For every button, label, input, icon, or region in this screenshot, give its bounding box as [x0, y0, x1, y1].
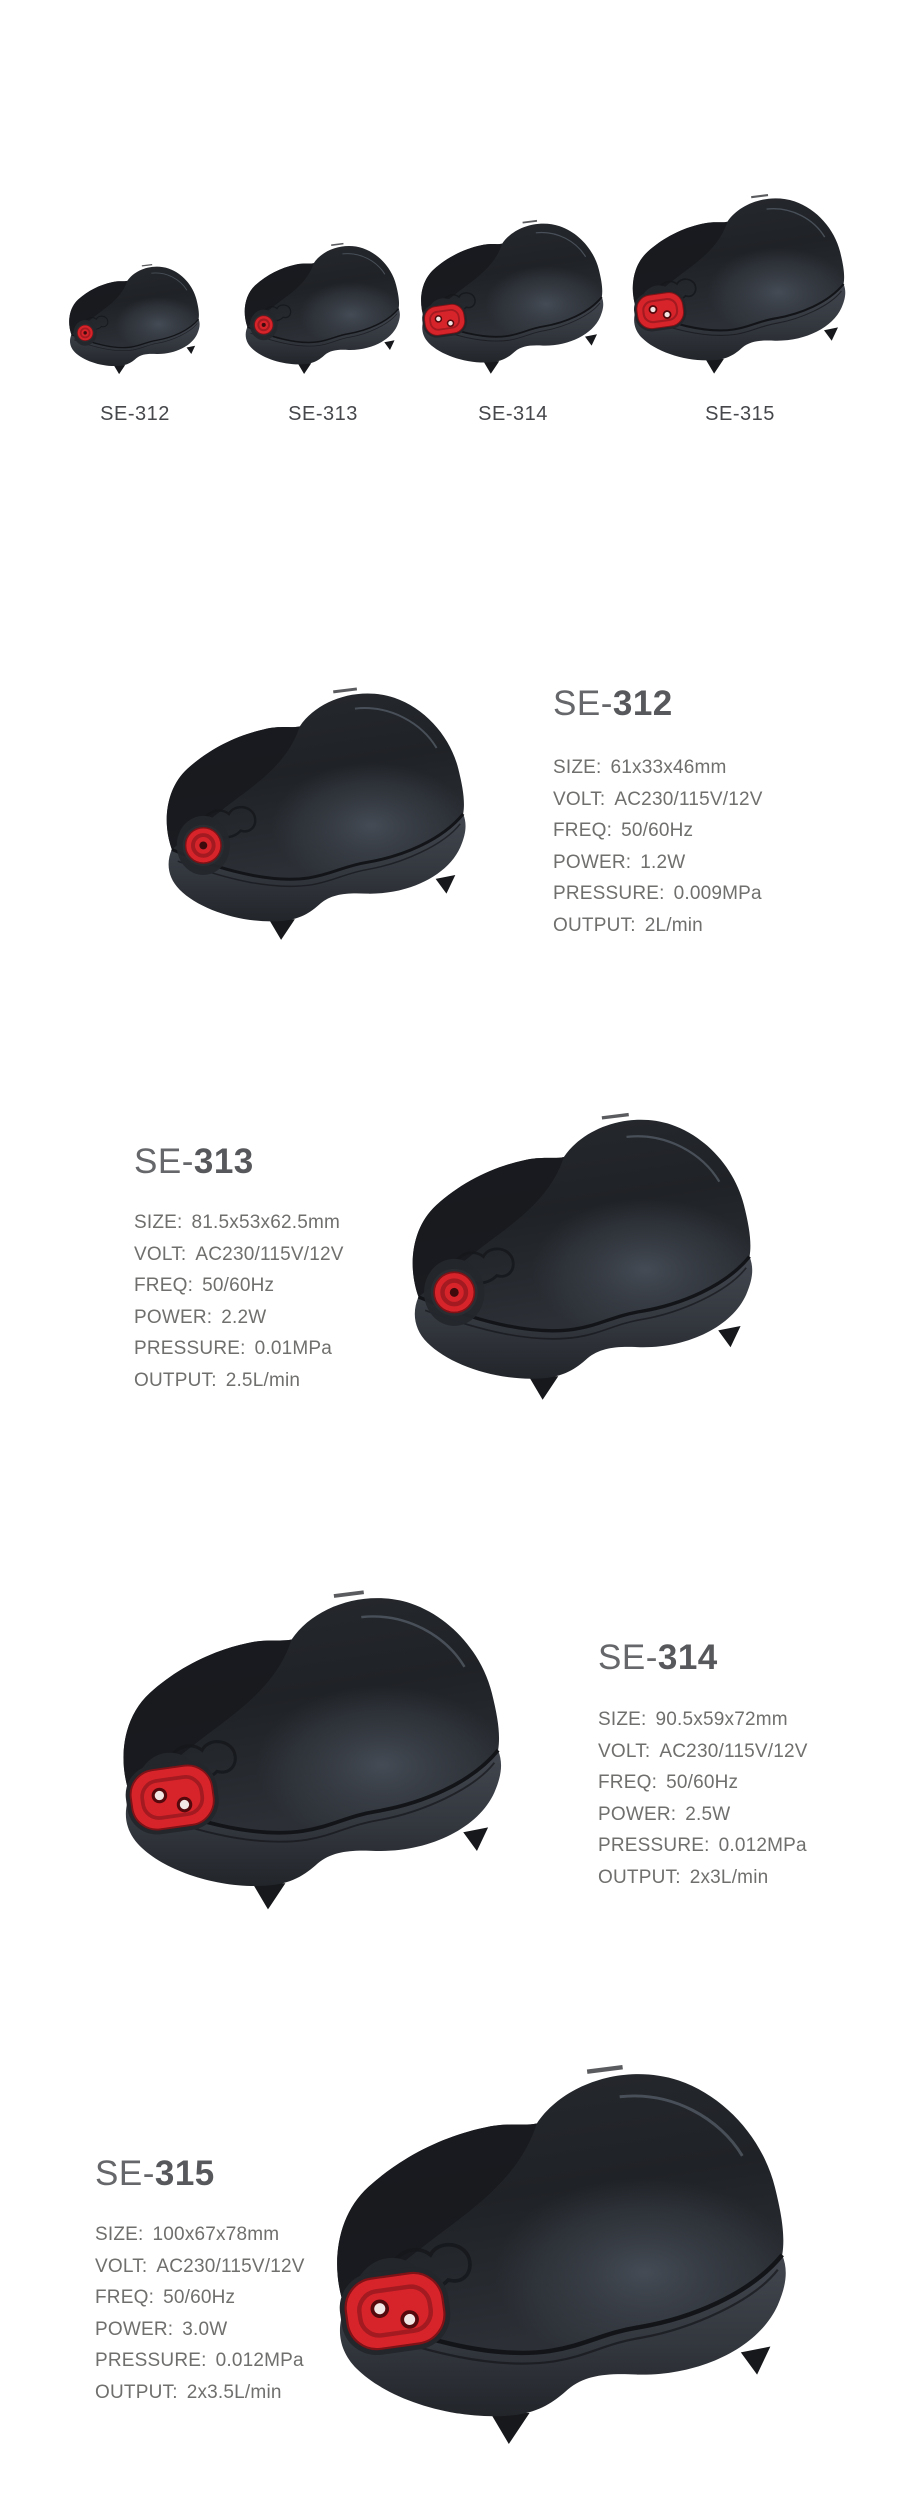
product-title-se-314: [598, 1640, 718, 1677]
spec-row-size: SIZE: 100x67x78mm: [95, 2224, 280, 2245]
model-prefix: SE-: [95, 2154, 155, 2193]
product-title-se-315: [95, 2156, 215, 2193]
model-prefix: SE-: [598, 1638, 658, 1677]
product-title-se-312: [553, 686, 673, 723]
spec-row-pressure: PRESSURE: 0.009MPa: [553, 883, 762, 904]
model-number: 315: [154, 2154, 215, 2193]
spec-row-output: OUTPUT: 2L/min: [553, 914, 703, 936]
spec-row-pressure: PRESSURE: 0.012MPa: [598, 1835, 807, 1856]
spec-row-volt: VOLT: AC230/115V/12V: [553, 788, 763, 810]
model-prefix: SE-: [553, 684, 613, 723]
model-number: 313: [193, 1142, 254, 1181]
spec-row-size: SIZE: 90.5x59x72mm: [598, 1709, 788, 1730]
product-section-se-313: [0, 1090, 900, 1510]
spec-list-se-312: [553, 752, 763, 941]
spec-row-size: SIZE: 61x33x46mm: [553, 757, 727, 778]
spec-row-freq: FREQ: 50/60Hz: [134, 1275, 275, 1296]
spec-row-output: OUTPUT: 2x3.5L/min: [95, 2381, 282, 2403]
pump-image-se-315-small: [628, 186, 852, 375]
spec-row-pressure: PRESSURE: 0.012MPa: [95, 2350, 304, 2371]
spec-row-power: POWER: 3.0W: [95, 2318, 228, 2340]
model-number: 314: [657, 1638, 718, 1677]
product-section-se-314: [0, 1560, 900, 2000]
pump-image-se-314-small: [417, 213, 609, 375]
spec-row-freq: FREQ: 50/60Hz: [553, 820, 694, 841]
spec-row-power: POWER: 2.2W: [134, 1306, 267, 1328]
pump-image-se-315-large: [327, 2048, 800, 2447]
spec-row-volt: VOLT: AC230/115V/12V: [95, 2255, 305, 2277]
spec-row-power: POWER: 1.2W: [553, 851, 686, 873]
spec-row-volt: VOLT: AC230/115V/12V: [598, 1740, 808, 1762]
lineup-item-se-313: [241, 237, 405, 424]
pump-image-se-314-large: [115, 1576, 513, 1912]
pump-image-se-313-large: [405, 1100, 763, 1402]
lineup-item-se-315: [628, 186, 852, 424]
lineup-label-se-314: SE-314: [478, 403, 548, 425]
spec-row-power: POWER: 2.5W: [598, 1803, 731, 1825]
spec-row-pressure: PRESSURE: 0.01MPa: [134, 1338, 333, 1359]
spec-row-volt: VOLT: AC230/115V/12V: [134, 1243, 344, 1265]
spec-list-se-313: [134, 1207, 344, 1396]
product-lineup-row: [0, 0, 900, 430]
product-section-se-315: [0, 2030, 900, 2496]
spec-row-size: SIZE: 81.5x53x62.5mm: [134, 1212, 341, 1233]
lineup-label-se-313: SE-313: [288, 403, 358, 425]
pump-image-se-312-small: [66, 259, 204, 375]
lineup-item-se-312: [66, 259, 204, 424]
spec-row-output: OUTPUT: 2.5L/min: [134, 1369, 301, 1391]
spec-row-freq: FREQ: 50/60Hz: [598, 1772, 739, 1793]
lineup-item-se-314: [417, 213, 609, 424]
model-number: 312: [612, 684, 673, 723]
product-section-se-312: [0, 650, 900, 1050]
lineup-label-se-312: SE-312: [100, 403, 170, 425]
spec-list-se-315: [95, 2219, 305, 2408]
spec-list-se-314: [598, 1704, 808, 1893]
spec-row-output: OUTPUT: 2x3L/min: [598, 1866, 769, 1888]
pump-image-se-313-small: [241, 237, 405, 375]
spec-row-freq: FREQ: 50/60Hz: [95, 2287, 236, 2308]
pump-image-se-312-large: [160, 676, 475, 942]
product-title-se-313: [134, 1144, 254, 1181]
lineup-label-se-315: SE-315: [705, 403, 775, 425]
model-prefix: SE-: [134, 1142, 194, 1181]
